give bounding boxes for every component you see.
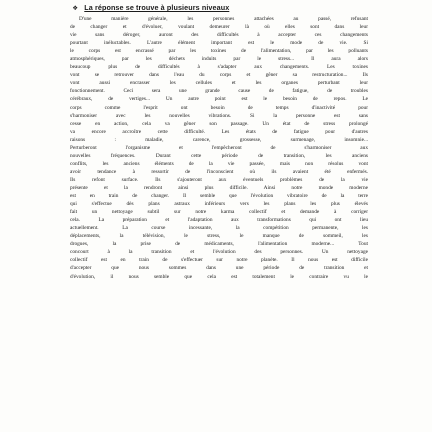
- body-paragraph: [70, 15, 368, 281]
- text-line: raisons : maladie, carence, grossesse, surmenage, insomnie...: [70, 136, 368, 143]
- text-line: cela. La préparation et l'adaptation aux transformations qui ont lieu: [70, 217, 368, 224]
- text-line: pourtant inéluctables. L'autre élément important est le mode de vie. Si: [70, 40, 368, 47]
- text-line: concourt à la transition et l'évolution des personnes. Un nettoyage: [70, 249, 368, 256]
- text-line: corps comme l'esprit ont besoin de temps d'inactivité pour: [70, 104, 368, 111]
- text-line: de changer et d'évoluer, voulant demeurer là où elles sont dans leur: [70, 24, 368, 31]
- bullet-dingbat-icon: ❖: [72, 5, 78, 12]
- text-line: atmosphériques, par les déchets induits par le stress... Il aura alors: [70, 56, 368, 63]
- section-heading: [72, 4, 368, 13]
- text-line: est en train de changer. Il semble que l'évolution vibratoire de la terre: [70, 193, 368, 200]
- text-line: avoir tendance à ressortir de l'inconscient où ils avaient été enfermés.: [70, 168, 368, 175]
- section-heading-text: La réponse se trouve à plusieurs niveaux: [84, 3, 230, 12]
- text-line: le corps est encrassé par les toxines de l'alimentation, par les polluants: [70, 48, 368, 55]
- text-line: drogues, la prise de médicaments, l'alimentation moderne... Tout: [70, 241, 368, 248]
- text-line: présente et la rendront ainsi plus difficile. Ainsi notre monde moderne: [70, 184, 368, 191]
- text-line: vont aussi encrasser les cellules et les organes perturbant leur: [70, 80, 368, 87]
- text-line: va encore accroître cette difficulté. Les états de fatigue pour d'autres: [70, 128, 368, 135]
- text-line: cérébraux, de vertiges... Un autre point est le besoin de repos. Le: [70, 96, 368, 103]
- text-line: fonctionnement. Ceci sera une grande cause de fatigue, de troubles: [70, 88, 368, 95]
- text-line: vie sans déroger, auront des difficultés à accepter ces changements: [70, 32, 368, 39]
- text-line: Perturberont l'organisme et l'empêcheront de s'harmoniser aux: [70, 144, 368, 151]
- text-line: collectif est en train de s'effectuer sur notre planète. Il nous est difficile: [70, 257, 368, 264]
- text-line: D'une manière générale, les personnes attachées au passé, refusant: [79, 16, 368, 22]
- text-line: beaucoup plus de difficultés à s'adapter aux changements. Les toxines: [70, 64, 368, 71]
- text-line: d'évolution, il nous semble que cela est totalement le contraire vu le: [70, 273, 368, 280]
- text-line: vont se retrouver dans l'eau du corps et gêner sa restructuration... Ils: [70, 72, 368, 79]
- text-line: fait un nettoyage subtil sur notre karma collectif et demande à corriger: [70, 209, 368, 216]
- text-line: déplacements, la télévision, le stress, le manque de sommeil, les: [70, 233, 368, 240]
- text-line: s'harmoniser avec les nouvelles vibrations. Si la personne est sans: [70, 112, 368, 119]
- text-line: Ils refont surface. Ils s'ajouteront aux éventuels problèmes de la vie: [70, 176, 368, 183]
- text-line: actuellement. La course incessante, la compétition permanente, les: [70, 225, 368, 232]
- text-line: d'accepter que nous sommes dans une période de transition et: [70, 265, 368, 272]
- text-line: qui s'effectue dès plans astraux inférieurs vers les plans les plus élevés: [70, 201, 368, 208]
- text-line: cesse en action, cela va gêner son passage. Un état de stress prolongé: [70, 120, 368, 127]
- text-line: nouvelles fréquences. Durant cette période de transition, les anciens: [70, 152, 368, 159]
- text-line: conflits, les anciens éléments de la vie passée, mais non résolus vont: [70, 160, 368, 167]
